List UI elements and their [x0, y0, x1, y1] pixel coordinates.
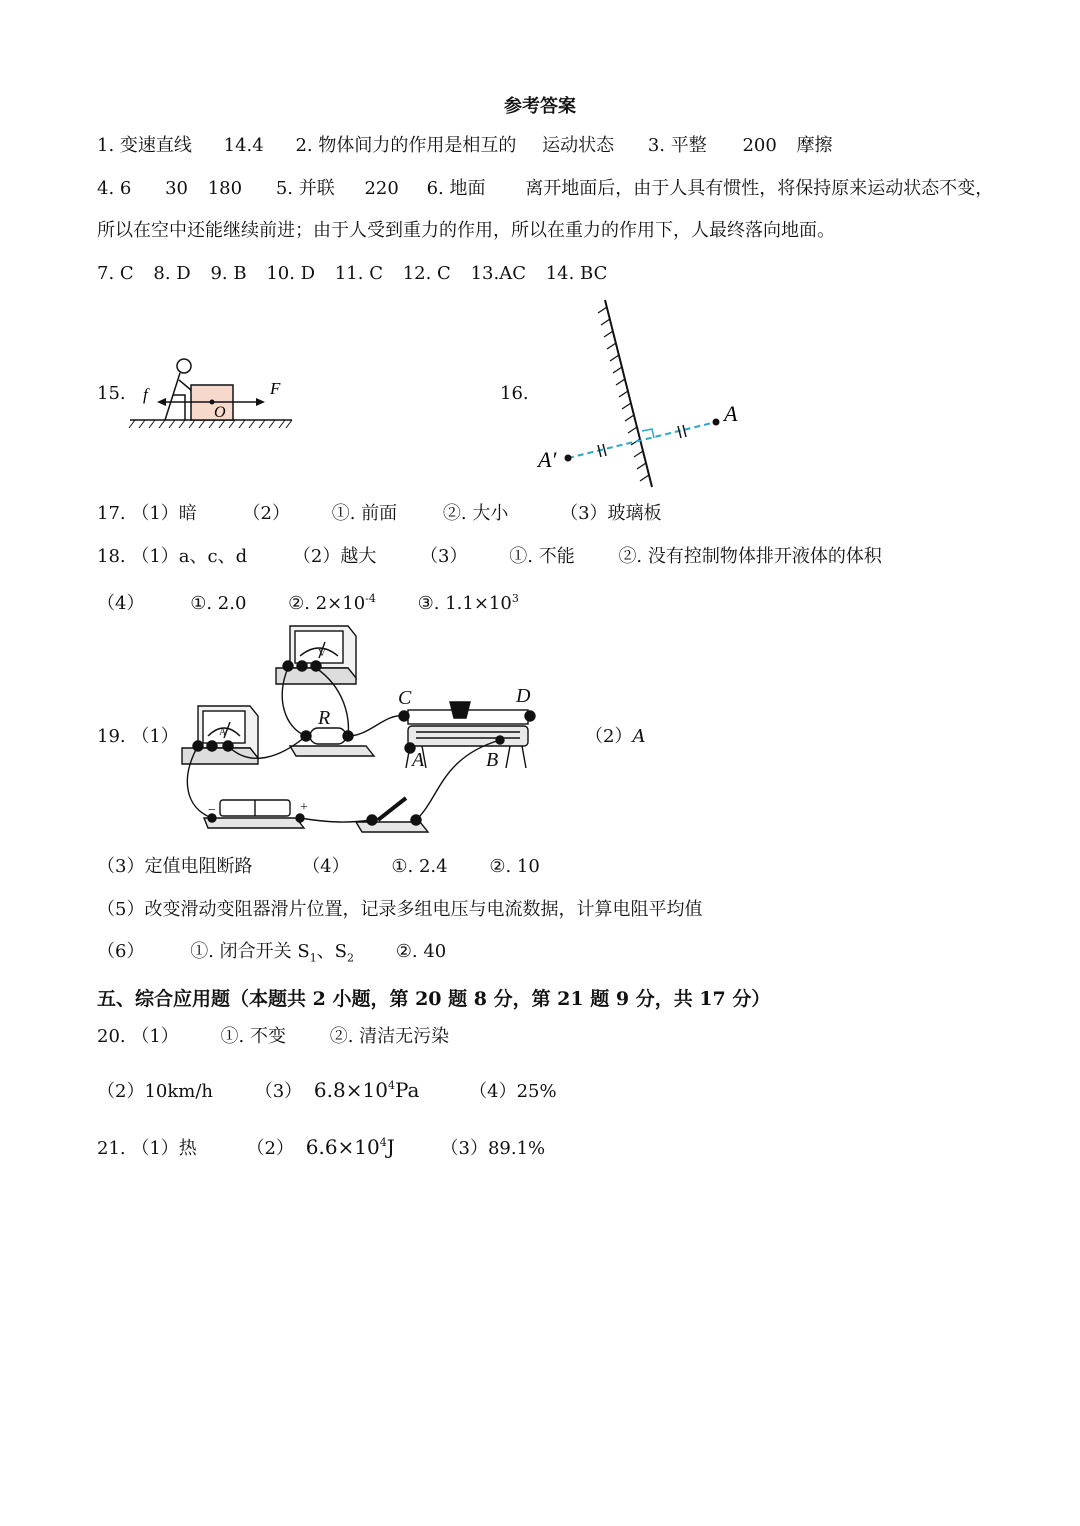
- rheostat-C-label: C: [398, 687, 412, 709]
- ammeter-label: A: [219, 727, 227, 738]
- answer-q20-1: [97, 1025, 449, 1049]
- q17-2a: ①. 前面: [331, 503, 398, 524]
- answer-q18: [97, 545, 882, 569]
- answer-line-3: 所以在空中还能继续前进；由于人受到重力的作用，所以在重力的作用下，人最终落向地面。: [97, 220, 835, 241]
- q17-1: 17. （1）暗: [97, 503, 197, 524]
- answer-line-2: [97, 177, 993, 201]
- q20-2: （2）10km/h: [97, 1080, 213, 1102]
- choice-8: 8. D: [153, 263, 191, 284]
- battery-minus: −: [208, 803, 216, 818]
- answer-q6: 6. 地面: [426, 178, 486, 199]
- answer-q1-speed: 14.4: [223, 135, 264, 156]
- answer-line-1: [97, 134, 833, 158]
- choice-7: 7. C: [97, 263, 134, 284]
- answer-q3: 3. 平整: [647, 135, 707, 156]
- q21-2: （2）: [246, 1137, 294, 1159]
- answer-q4-c: 180: [207, 178, 243, 199]
- q20-4: （4）25%: [469, 1080, 557, 1102]
- q19-6a: ①. 闭合开关 $S_1$、$S_2$: [190, 941, 355, 965]
- q17-2b: ②. 大小: [442, 503, 509, 524]
- q18-3b: ②. 没有控制物体排开液体的体积: [618, 546, 882, 567]
- choice-12: 12. C: [402, 263, 451, 284]
- q19-4: （4）: [302, 856, 350, 877]
- answer-q18-4: [97, 587, 519, 616]
- choice-answers: [97, 262, 607, 286]
- q19-number: 19. （1）: [97, 726, 179, 747]
- q18-3: （3）: [420, 546, 468, 567]
- page-title: 参考答案: [504, 96, 576, 117]
- q15-f-label: f: [143, 385, 148, 404]
- choice-10: 10. D: [266, 263, 316, 284]
- rheostat-A-label: A: [412, 749, 425, 771]
- choice-14: 14. BC: [545, 263, 608, 284]
- q21-1: 21. （1）热: [97, 1137, 197, 1159]
- q18-4a: ①. 2.0: [190, 593, 247, 614]
- rheostat-D-label: D: [516, 685, 531, 707]
- q16-number: 16.: [500, 383, 529, 404]
- choice-13: 13.AC: [470, 263, 526, 284]
- choice-9: 9. B: [210, 263, 247, 284]
- answer-q1: 1. 变速直线: [97, 135, 192, 156]
- answer-q21: [97, 1131, 545, 1161]
- resistor-R-label: R: [318, 707, 331, 729]
- q15-force-diagram: [125, 350, 300, 435]
- answer-q4-a: 4. 6: [97, 178, 132, 199]
- q18-2: （2）越大: [292, 546, 377, 567]
- rheostat-B-label: B: [486, 749, 499, 771]
- answer-q17: [97, 502, 662, 526]
- q18-4c: ③. $1.1\times 10^3$: [417, 592, 519, 614]
- answer-q6-b: 离开地面后，由于人具有惯性，将保持原来运动状态不变，: [525, 178, 994, 199]
- q18-1: 18. （1）a、c、d: [97, 546, 248, 567]
- q16-Aprime-label: A′: [538, 447, 557, 472]
- q15-F-label: F: [270, 379, 281, 398]
- answer-q19-5: （5）改变滑动变阻器滑片位置，记录多组电压与电流数据，计算电阻平均值: [97, 899, 703, 920]
- battery-plus: +: [300, 800, 308, 815]
- q19-4b: ②. 10: [489, 856, 540, 877]
- q19-3: （3）定值电阻断路: [97, 856, 253, 877]
- answer-q4-b: 30: [165, 178, 188, 199]
- q19-6b: ②. 40: [395, 941, 447, 962]
- q19-circuit-diagram: [170, 618, 560, 840]
- q18-4: （4）: [97, 593, 145, 614]
- q20-1b: ②. 清洁无污染: [329, 1026, 450, 1047]
- q17-2: （2）: [242, 503, 290, 524]
- answer-q3-c: 摩擦: [796, 135, 833, 156]
- answer-q5-b: 220: [364, 178, 399, 199]
- q17-3: （3）玻璃板: [560, 503, 662, 524]
- answer-q19-3: [97, 855, 540, 879]
- q18-4b: ②. $2\times 10^{-4}$: [288, 592, 376, 614]
- q15-number: 15.: [97, 383, 126, 404]
- q16-A-label: A: [724, 401, 738, 426]
- answer-q5: 5. 并联: [275, 178, 335, 199]
- answer-q2: 2. 物体间力的作用是相互的: [295, 135, 517, 156]
- section-heading-5: 五、综合应用题（本题共 2 小题，第 20 题 8 分，第 21 题 9 分，共 17 分）: [97, 988, 771, 1010]
- voltmeter-label: V: [318, 647, 326, 659]
- choice-11: 11. C: [334, 263, 383, 284]
- q20-1a: ①. 不变: [220, 1026, 286, 1047]
- answer-q20-2: [97, 1074, 557, 1104]
- answer-q3-b: 200: [742, 135, 777, 156]
- voltmeter-minus: −: [282, 662, 288, 672]
- q20-1: 20. （1）: [97, 1026, 179, 1047]
- q20-3: （3）: [254, 1080, 303, 1102]
- q15-O-label: O: [214, 404, 226, 421]
- q20-3-value: $6.8\times 10^4Pa$: [313, 1077, 420, 1102]
- q21-3: （3）89.1%: [440, 1137, 546, 1159]
- q19-answer-2: （2）A: [585, 726, 646, 747]
- q16-mirror-diagram: [530, 295, 760, 495]
- answer-q19-6: [97, 940, 446, 971]
- q19-6: （6）: [97, 941, 145, 962]
- q19-4a: ①. 2.4: [391, 856, 448, 877]
- answer-q2-b: 运动状态: [542, 135, 615, 156]
- q21-2-value: $6.6\times 10^4J$: [305, 1134, 395, 1159]
- q18-3a: ①. 不能: [509, 546, 575, 567]
